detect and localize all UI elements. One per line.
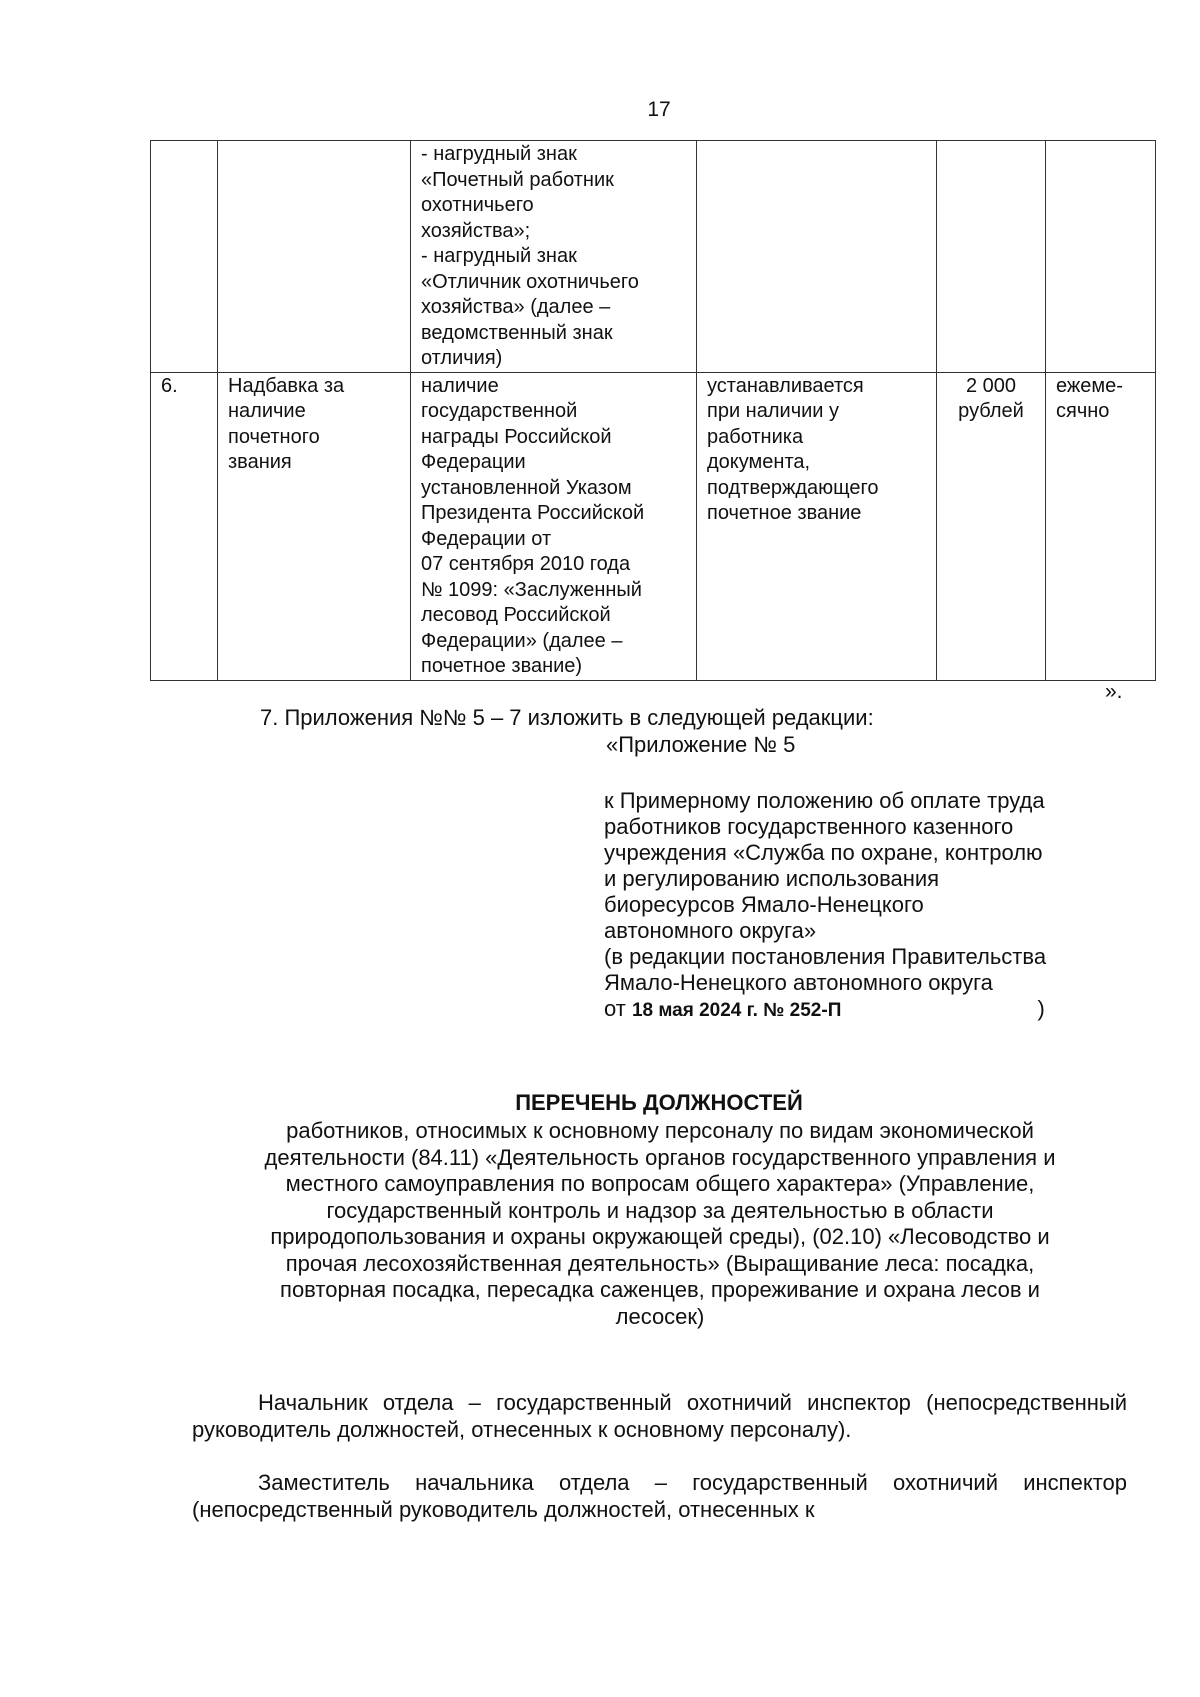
- text-line: местного самоуправления по вопросам общего характера» (Управление,: [285, 1171, 1035, 1196]
- text-line: хозяйства» (далее –: [421, 296, 611, 318]
- text-line: автономного округа»: [604, 918, 817, 943]
- text-line: - нагрудный знак: [421, 143, 577, 165]
- cell-condition: [697, 141, 937, 373]
- cell-criteria: [411, 372, 697, 680]
- text-line: Надбавка за: [228, 374, 345, 397]
- text-line: почетного: [228, 425, 320, 448]
- text-line: Федерации: [421, 451, 526, 473]
- date-prefix: от: [604, 996, 626, 1021]
- text-line: учреждения «Служба по охране, контролю: [604, 840, 1043, 865]
- cell-name: [218, 141, 411, 373]
- text-line: 07 сентября 2010 года: [421, 553, 631, 575]
- cell-num: 6.: [151, 372, 218, 680]
- text-line: лесовод Российской: [421, 604, 611, 626]
- cell-amount: [937, 141, 1046, 373]
- appendix-heading: «Приложение № 5: [606, 732, 796, 757]
- text-line: № 1099: «Заслуженный: [421, 578, 642, 601]
- text-line: повторная посадка, пересадка саженцев, прореживание и охрана лесов и: [280, 1277, 1040, 1302]
- text-line: награды Российской: [421, 425, 612, 448]
- text-line: почетное звание): [421, 655, 583, 677]
- page-number: 17: [647, 98, 671, 121]
- text-line: (в редакции постановления Правительства: [604, 944, 1047, 969]
- text-line: устанавливается: [707, 374, 864, 397]
- text-line: охотничьего: [421, 194, 534, 216]
- text-line: «Почетный работник: [421, 168, 614, 191]
- text-line: наличие: [421, 374, 499, 397]
- text-line: «Отличник охотничьего: [421, 270, 639, 293]
- text-line: государственный контроль и надзор за деятельностью в области: [326, 1197, 994, 1223]
- text-line: Ямало-Ненецкого автономного округа: [604, 970, 993, 995]
- text-line: Федерации» (далее –: [421, 629, 623, 652]
- date-suffix: ): [1037, 996, 1045, 1021]
- table-row-6: [151, 372, 1156, 680]
- text-line: ежеме-: [1056, 374, 1123, 397]
- text-line: государственной: [421, 400, 578, 422]
- text-line: Президента Российской: [421, 502, 645, 524]
- text-line: ведомственный знак: [421, 321, 613, 344]
- text-line: рублей: [958, 400, 1024, 422]
- table-row-continuation: [151, 141, 1156, 373]
- text-line: при наличии у: [707, 400, 840, 422]
- text-line: биоресурсов Ямало-Ненецкого: [604, 892, 924, 917]
- cell-condition: [697, 372, 937, 680]
- cell-name: [218, 372, 411, 680]
- text-line: почетное звание: [707, 502, 862, 524]
- cell-criteria: [411, 141, 697, 373]
- date-value: 18 мая 2024 г. № 252-П: [631, 1000, 842, 1021]
- paragraph-head-of-department: Начальник отдела – государственный охотничий инспектор (непосредственный руководитель должностей, отнесенных к основному персоналу).: [192, 1390, 1127, 1442]
- closing-quote-mark: ».: [1105, 680, 1123, 703]
- text-line: и регулированию использования: [604, 866, 940, 891]
- appendix-date-line: [604, 996, 1124, 1024]
- text-line: документа,: [707, 451, 811, 473]
- text-line: сячно: [1056, 400, 1110, 422]
- appendix-lines: [604, 788, 1124, 996]
- text-line: 2 000: [965, 374, 1017, 397]
- cell-num: [151, 141, 218, 373]
- text-line: хозяйства»;: [421, 219, 531, 242]
- item-7-text: 7. Приложения №№ 5 – 7 изложить в следующей редакции:: [260, 705, 874, 730]
- cell-period: [1046, 372, 1156, 680]
- text-line: работников, относимых к основному персоналу по видам экономической: [286, 1118, 1034, 1143]
- text-line: работника: [707, 425, 804, 448]
- cell-period: [1046, 141, 1156, 373]
- text-line: звания: [228, 451, 292, 473]
- text-line: - нагрудный знак: [421, 245, 577, 267]
- text-line: подтверждающего: [707, 476, 879, 499]
- text-line: деятельности (84.11) «Деятельность органов государственного управления и: [264, 1144, 1056, 1170]
- appendix-note: [604, 788, 1124, 1024]
- paragraph-deputy-head: Заместитель начальника отдела – государственный охотничий инспектор (непосредственный руководитель должностей, отнесенных к: [192, 1470, 1127, 1522]
- text-line: наличие: [228, 400, 306, 422]
- text-line: к Примерному положению об оплате труда: [604, 788, 1045, 813]
- document-title: ПЕРЕЧЕНЬ ДОЛЖНОСТЕЙ: [515, 1090, 803, 1115]
- text-line: Федерации от: [421, 527, 552, 550]
- text-line: работников государственного казенного: [604, 814, 1014, 839]
- text-line: отличия): [421, 347, 503, 369]
- text-line: прочая лесохозяйственная деятельность» (Выращивание леса: посадка,: [285, 1250, 1035, 1276]
- text-line: лесосек): [615, 1303, 705, 1329]
- text-line: природопользования и охраны окружающей среды), (02.10) «Лесоводство и: [270, 1224, 1050, 1249]
- payments-table: [150, 140, 1156, 681]
- cell-amount: [937, 372, 1046, 680]
- text-line: установленной Указом: [421, 476, 632, 499]
- document-subtitle: [190, 1118, 1130, 1330]
